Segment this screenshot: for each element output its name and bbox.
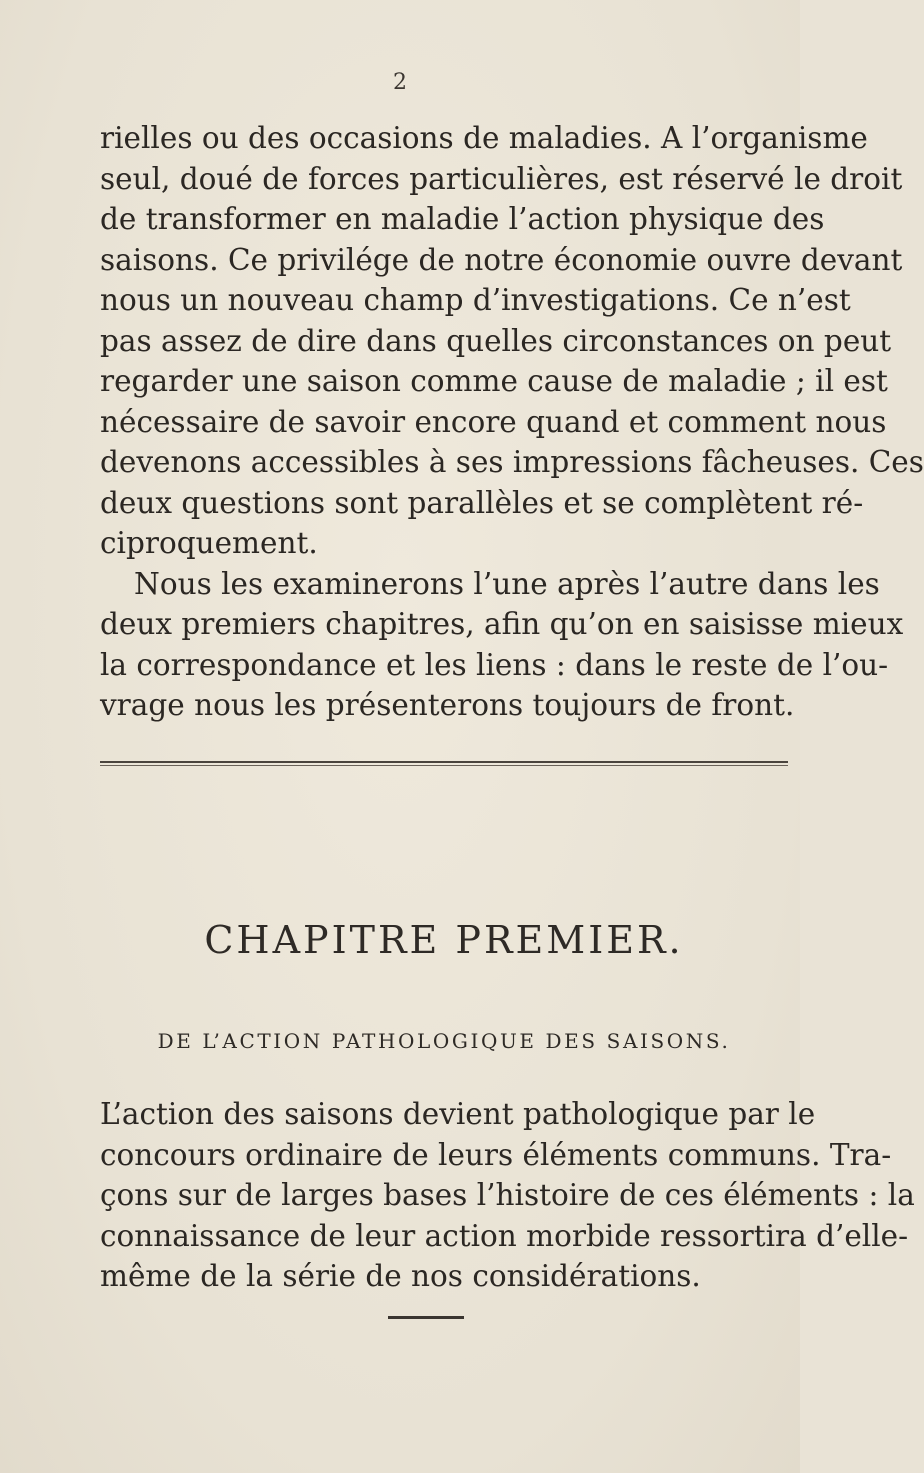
text-line: vrage nous les présenterons toujours de front. bbox=[100, 688, 795, 722]
text-line: concours ordinaire de leurs éléments communs. Tra- bbox=[100, 1137, 892, 1172]
end-rule bbox=[388, 1316, 464, 1319]
text-line: la correspondance et les liens : dans le reste de l’ou- bbox=[100, 647, 889, 682]
text-line: çons sur de larges bases l’histoire de ces éléments : la bbox=[100, 1178, 915, 1212]
text-line: nécessaire de savoir encore quand et comment nous bbox=[100, 404, 887, 439]
text-line: pas assez de dire dans quelles circonstances on peut bbox=[100, 323, 892, 358]
text-line: saisons. Ce privilége de notre économie ouvre devant bbox=[100, 242, 903, 277]
text-line: connaissance de leur action morbide ressortira d’elle- bbox=[100, 1218, 909, 1253]
body-text-top bbox=[100, 118, 924, 726]
text-line: nous un nouveau champ d’investigations. Ce n’est bbox=[100, 283, 851, 317]
text-line: deux premiers chapitres, afin qu’on en saisisse mieux bbox=[100, 607, 904, 641]
text-line: deux questions sont parallèles et se complètent ré- bbox=[100, 485, 864, 520]
text-line: seul, doué de forces particulières, est réservé le droit bbox=[100, 161, 903, 196]
text-line: regarder une saison comme cause de maladie ; il est bbox=[100, 364, 888, 398]
section-divider-rule bbox=[100, 761, 788, 766]
text-line: même de la série de nos considérations. bbox=[100, 1259, 701, 1293]
chapter-subtitle: DE L’ACTION PATHOLOGIQUE DES SAISONS. bbox=[157, 1029, 731, 1053]
page-number: 2 bbox=[393, 70, 407, 95]
text-line: L’action des saisons devient pathologique par le bbox=[100, 1097, 816, 1131]
chapter-body-text bbox=[100, 1094, 915, 1297]
text-line: rielles ou des occasions de maladies. A l’organisme bbox=[100, 121, 868, 155]
text-line: de transformer en maladie l’action physique des bbox=[100, 202, 825, 236]
text-line: Nous les examinerons l’une après l’autre dans les bbox=[134, 566, 880, 601]
text-line: ciproquement. bbox=[100, 526, 318, 560]
text-line: devenons accessibles à ses impressions fâcheuses. Ces bbox=[100, 445, 924, 479]
chapter-title: CHAPITRE PREMIER. bbox=[204, 918, 684, 962]
